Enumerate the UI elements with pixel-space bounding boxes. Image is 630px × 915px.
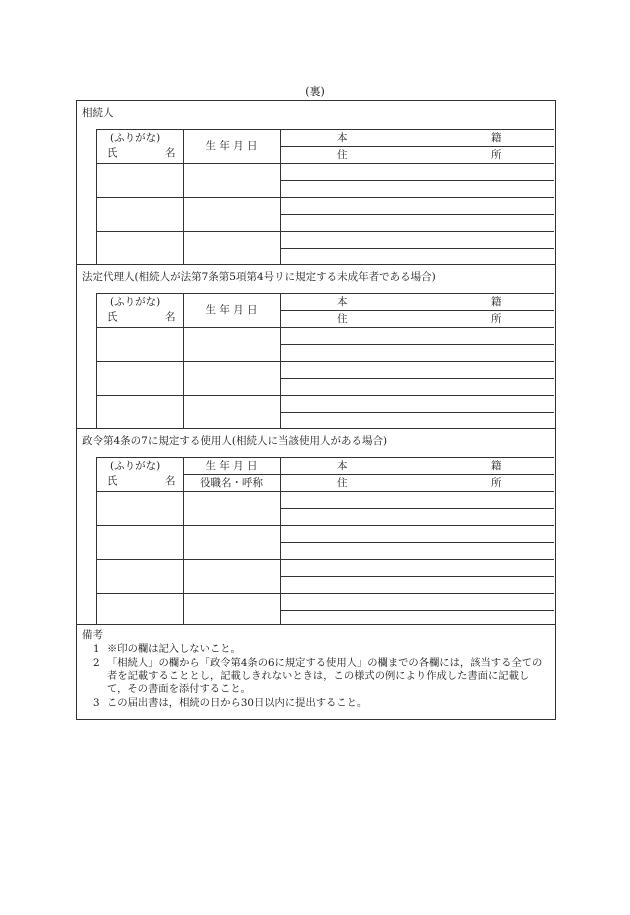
address-label-right: 所: [491, 477, 502, 489]
page-side-label: (裏): [305, 85, 325, 98]
note-text: この届出書は，相続の日から30日以内に提出すること。: [107, 697, 368, 709]
address-label-left: 住: [337, 149, 348, 161]
heir-section: [77, 101, 555, 265]
honseki-label-right: 籍: [491, 460, 502, 472]
note-item: [93, 657, 548, 696]
address-label-right: 所: [491, 313, 502, 325]
name-label-right: 名: [165, 147, 176, 159]
employee-section: [77, 429, 555, 625]
name-label-left: 氏: [107, 475, 118, 487]
position-label: 役職名・呼称: [200, 477, 263, 489]
note-number: 1: [93, 643, 100, 655]
furigana-label: (ふりがな): [110, 460, 161, 472]
note-text: 「相続人」の欄から「政令第4条の6に規定する使用人」の欄までの各欄には，該当する全ての者を記載することとし，記載しきれないときは，この様式の例により作成した書面に記載して，その書面を添付すること。: [107, 657, 543, 695]
name-label-right: 名: [165, 475, 176, 487]
address-label-left: 住: [337, 477, 348, 489]
notes-section: [77, 625, 555, 719]
birthdate-label: 生 年 月 日: [205, 460, 258, 472]
honseki-label-right: 籍: [491, 132, 502, 144]
heir-grid: [96, 129, 554, 265]
name-label-left: 氏: [107, 147, 118, 159]
address-label-right: 所: [491, 149, 502, 161]
honseki-label-left: 本: [337, 132, 348, 144]
legal-representative-grid: [96, 293, 554, 429]
note-item: [93, 643, 548, 656]
note-number: 3: [93, 697, 100, 709]
furigana-label: (ふりがな): [110, 296, 161, 308]
birthdate-label: 生 年 月 日: [205, 304, 258, 316]
furigana-label: (ふりがな): [110, 132, 161, 144]
employee-grid: [96, 457, 554, 625]
note-number: 2: [93, 657, 100, 669]
note-item: [93, 697, 548, 710]
birthdate-label: 生 年 月 日: [205, 140, 258, 152]
section-title: 政令第4条の7に規定する使用人(相続人に当該使用人がある場合): [82, 435, 388, 447]
form-table: [76, 100, 556, 720]
notes-title: 備考: [82, 629, 103, 641]
address-label-left: 住: [337, 313, 348, 325]
section-title: 法定代理人(相続人が法第7条第5項第4号リに規定する未成年者である場合): [82, 271, 436, 283]
honseki-label-left: 本: [337, 460, 348, 472]
name-label-left: 氏: [107, 311, 118, 323]
legal-representative-section: [77, 265, 555, 429]
honseki-label-right: 籍: [491, 296, 502, 308]
section-title: 相続人: [82, 107, 114, 119]
name-label-right: 名: [165, 311, 176, 323]
note-text: ※印の欄は記入しないこと。: [107, 643, 241, 655]
honseki-label-left: 本: [337, 296, 348, 308]
